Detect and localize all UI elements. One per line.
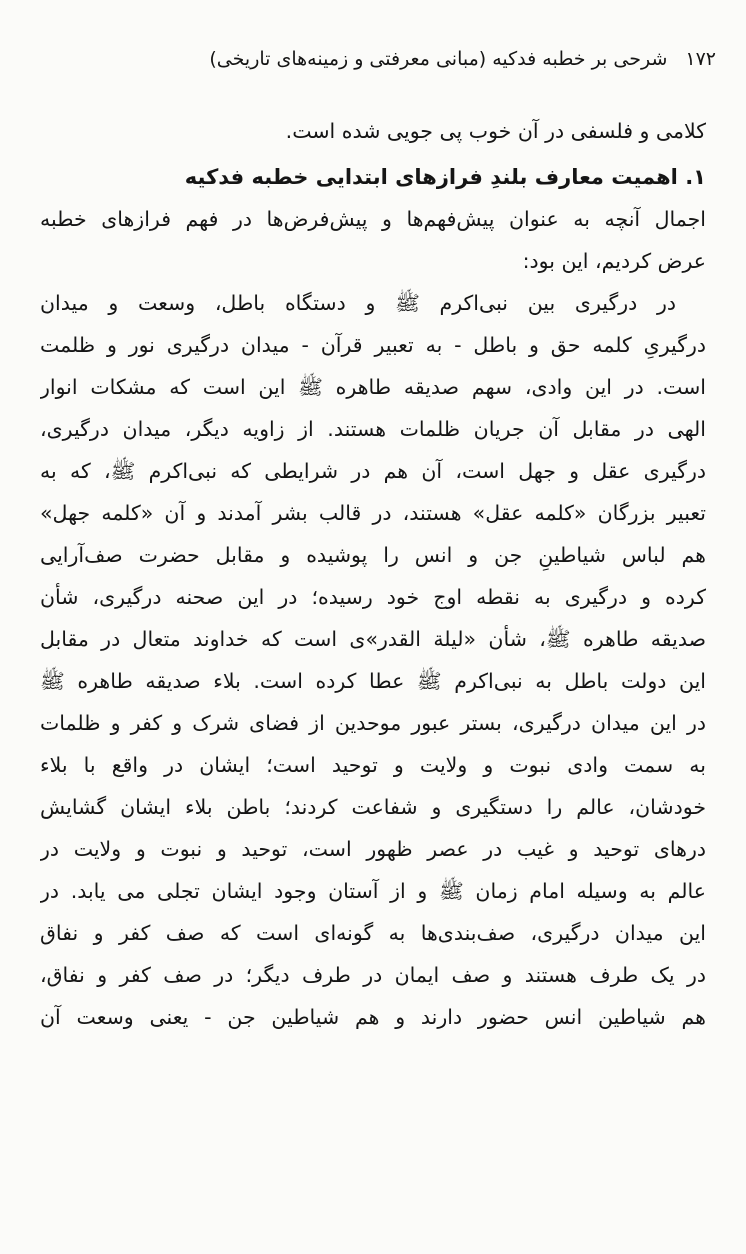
text-line: عالم به وسیله امام زمان ﷺ و از آستان وجود ایشان تجلی می یابد. در [40,879,706,903]
text-line: در درگیری بین نبی‌اکرم ﷺ و دستگاه باطل، وسعت و میدان [40,291,676,315]
page-header [76,44,716,74]
text-line: این دولت باطل به نبی‌اکرم ﷺ عطا کرده است. بلاء صدیقه طاهره ﷺ [40,669,706,693]
running-title: شرحی بر خطبه فدکیه (مبانی معرفتی و زمینه‌های تاریخی) [209,48,668,70]
text-line: در این میدان درگیری، بستر عبور موحدین از فضای شرک و کفر و ظلمات [40,711,706,735]
text-line: هم شیاطین انس حضور دارند و هم شیاطین جن - یعنی وسعت آن [40,1005,706,1029]
text-line: کرده و درگیری به نقطه اوج خود رسیده؛ در این صحنه درگیری، شأن [40,585,706,609]
text-line: درگیریِ کلمه حق و باطل - به تعبیر قرآن - میدان درگیری نور و ظلمت [40,333,706,357]
text-line: کلامی و فلسفی در آن خوب پی جویی شده است. [285,119,706,143]
text-line: خودشان، عالم را دستگیری و شفاعت کردند؛ باطن بلاء ایشان گشایش [40,795,706,819]
section-heading: ۱. اهمیت معارف بلندِ فرازهای ابتدایی خطبه فدکیه [184,165,706,189]
text-line: است. در این وادی، سهم صدیقه طاهره ﷺ این است که مشکات انوار [40,375,706,399]
text-line: اجمال آنچه به عنوان پیش‌فهم‌ها و پیش‌فرض‌ها در فهم فرازهای خطبه [40,207,706,231]
page-number: ۱۷۲ [685,48,716,70]
text-line: درهای توحید و غیب در عصر ظهور است، توحید و نبوت و ولایت در [40,837,706,861]
text-line: این میدان درگیری، صف‌بندی‌ها به گونه‌ای است که صف کفر و نفاق [40,921,706,945]
text-line: الهی در مقابل آن جریان ظلمات هستند. از زاویه دیگر، میدان درگیری، [40,417,706,441]
text-line: تعبیر بزرگان «کلمه عقل» هستند، در قالب بشر آمدند و آن «کلمه جهل» [40,501,706,525]
text-line: هم لباس شیاطینِ جن و انس را پوشیده و مقابل حضرت صف‌آرایی [40,543,706,567]
text-line: به سمت وادی نبوت و ولایت و توحید است؛ ایشان در واقع با بلاء [40,753,706,777]
text-line: صدیقه طاهره ﷺ، شأن «لیلة القدر»ی است که خداوند متعال در مقابل [40,627,706,651]
page-body [40,110,706,1038]
text-line: درگیری عقل و جهل است، آن هم در شرایطی که نبی‌اکرم ﷺ، که به [40,459,706,483]
text-line: در یک طرف هستند و صف ایمان در طرف دیگر؛ در صف کفر و نفاق، [40,963,706,987]
text-line: عرض کردیم، این بود: [522,249,706,273]
